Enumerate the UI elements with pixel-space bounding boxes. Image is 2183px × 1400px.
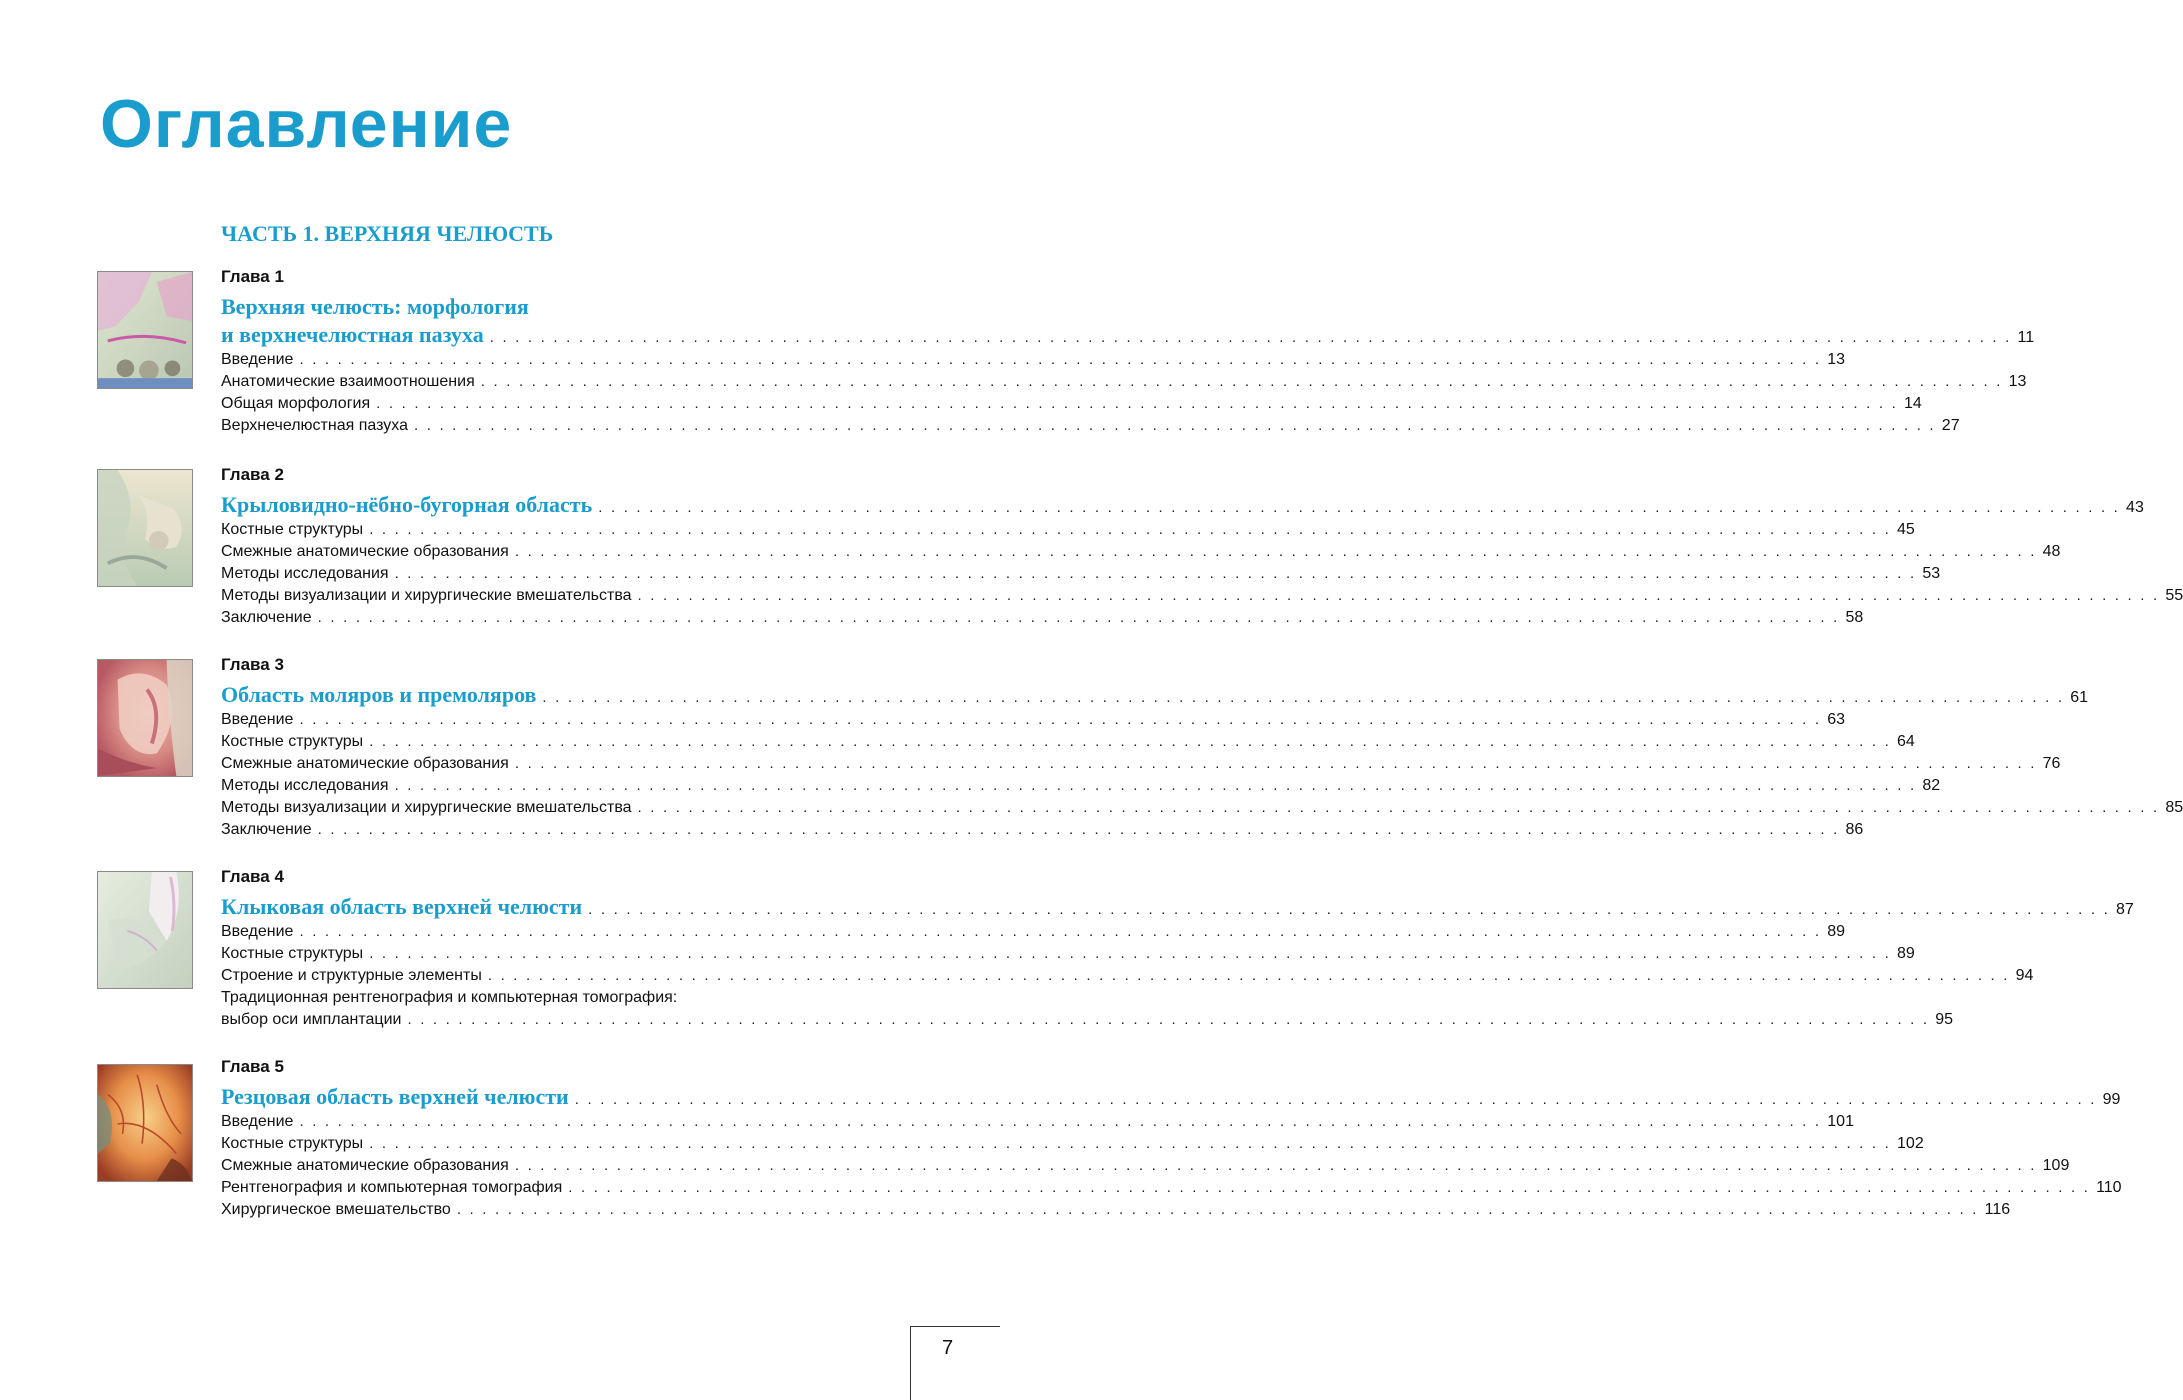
toc-entry-label: Анатомические взаимоотношения: [221, 373, 475, 390]
toc-entry[interactable]: [221, 753, 2061, 775]
chapter-title-entry[interactable]: [221, 321, 2035, 349]
toc-entry-label: Строение и структурные элементы: [221, 967, 482, 984]
page-ref: 76: [2042, 755, 2061, 772]
chapter-title-line[interactable]: Верхняя челюсть: морфология: [221, 294, 529, 319]
chapter-3-contents: [221, 654, 2183, 841]
toc-entry[interactable]: [221, 819, 1864, 841]
chapter-3-thumbnail: [97, 659, 193, 777]
toc-entry-label: выбор оси имплантации: [221, 1011, 402, 1028]
toc-entry[interactable]: [221, 731, 1915, 753]
toc-entry[interactable]: [221, 393, 1922, 415]
page-ref: 89: [1897, 945, 1915, 962]
page-number-box: [910, 1326, 1000, 1400]
page-ref: 109: [2042, 1157, 2070, 1174]
dot-leader: . . . . . . . . . . . . . . . . . . . . . . . . . . . . . . . . . . . . . . . . . . . . . . . . . . . . . . . . . . . . . . . . . . . . . . . . . . . . . . . . . . . . . . . . . . . . . . . . . . . . . . . . . . . . . . . . . . . . . . . .: [487, 967, 2010, 984]
toc-entry-label: Костные структуры: [221, 521, 364, 538]
dot-leader: . . . . . . . . . . . . . . . . . . . . . . . . . . . . . . . . . . . . . . . . . . . . . . . . . . . . . . . . . . . . . . . . . . . . . . . . . . . . . . . . . . . . . . . . . . . . . . . . . . . . . . . . . . . . . . . . . . . . . . . .: [317, 821, 1840, 838]
chapter-title[interactable]: Клыковая область верхней челюсти: [221, 894, 583, 919]
toc-entry[interactable]: [221, 1199, 2011, 1221]
toc-entry-label: Общая морфология: [221, 395, 371, 412]
toc-entry[interactable]: [221, 943, 1915, 965]
page-ref: 11: [2017, 329, 2035, 346]
dot-leader: . . . . . . . . . . . . . . . . . . . . . . . . . . . . . . . . . . . . . . . . . . . . . . . . . . . . . . . . . . . . . . . . . . . . . . . . . . . . . . . . . . . . . . . . . . . . . . . . . . . . . . . . . . . . . . . . . . . . . . . .: [637, 587, 2160, 604]
page-ref: 85: [2165, 799, 2183, 816]
dot-leader: . . . . . . . . . . . . . . . . . . . . . . . . . . . . . . . . . . . . . . . . . . . . . . . . . . . . . . . . . . . . . . . . . . . . . . . . . . . . . . . . . . . . . . . . . . . . . . . . . . . . . . . . . . . . . . . . . . . . . . . .: [598, 499, 2121, 516]
page-ref: 43: [2126, 499, 2144, 516]
toc-entry-label: Костные структуры: [221, 945, 364, 962]
chapter-title-entry[interactable]: [221, 893, 2134, 921]
dot-leader: . . . . . . . . . . . . . . . . . . . . . . . . . . . . . . . . . . . . . . . . . . . . . . . . . . . . . . . . . . . . . . . . . . . . . . . . . . . . . . . . . . . . . . . . . . . . . . . . . . . . . . . . . . . . . . . . . . . . . . . .: [456, 1201, 1979, 1218]
toc-entry-label: Введение: [221, 1113, 294, 1130]
part-title: ЧАСТЬ 1. ВЕРХНЯЯ ЧЕЛЮСТЬ: [221, 221, 554, 246]
dot-leader: . . . . . . . . . . . . . . . . . . . . . . . . . . . . . . . . . . . . . . . . . . . . . . . . . . . . . . . . . . . . . . . . . . . . . . . . . . . . . . . . . . . . . . . . . . . . . . . . . . . . . . . . . . . . . . . . . . . . . . . .: [514, 755, 2037, 772]
toc-entry-label: Костные структуры: [221, 733, 364, 750]
dot-leader: . . . . . . . . . . . . . . . . . . . . . . . . . . . . . . . . . . . . . . . . . . . . . . . . . . . . . . . . . . . . . . . . . . . . . . . . . . . . . . . . . . . . . . . . . . . . . . . . . . . . . . . . . . . . . . . . . . . . . . . .: [637, 799, 2160, 816]
toc-entry[interactable]: [221, 797, 2183, 819]
dot-leader: . . . . . . . . . . . . . . . . . . . . . . . . . . . . . . . . . . . . . . . . . . . . . . . . . . . . . . . . . . . . . . . . . . . . . . . . . . . . . . . . . . . . . . . . . . . . . . . . . . . . . . . . . . . . . . . . . . . . . . . .: [369, 733, 1892, 750]
toc-entry-label: Методы визуализации и хирургические вмешательства: [221, 799, 632, 816]
dot-leader: . . . . . . . . . . . . . . . . . . . . . . . . . . . . . . . . . . . . . . . . . . . . . . . . . . . . . . . . . . . . . . . . . . . . . . . . . . . . . . . . . . . . . . . . . . . . . . . . . . . . . . . . . . . . . . . . . . . . . . . .: [299, 923, 1822, 940]
page-ref: 53: [1922, 565, 1941, 582]
page-ref: 94: [2015, 967, 2034, 984]
dot-leader: . . . . . . . . . . . . . . . . . . . . . . . . . . . . . . . . . . . . . . . . . . . . . . . . . . . . . . . . . . . . . . . . . . . . . . . . . . . . . . . . . . . . . . . . . . . . . . . . . . . . . . . . . . . . . . . . . . . . . . . .: [299, 351, 1822, 368]
dot-leader: . . . . . . . . . . . . . . . . . . . . . . . . . . . . . . . . . . . . . . . . . . . . . . . . . . . . . . . . . . . . . . . . . . . . . . . . . . . . . . . . . . . . . . . . . . . . . . . . . . . . . . . . . . . . . . . . . . . . . . . .: [407, 1011, 1930, 1028]
page-title: Оглавление: [100, 86, 513, 162]
dot-leader: . . . . . . . . . . . . . . . . . . . . . . . . . . . . . . . . . . . . . . . . . . . . . . . . . . . . . . . . . . . . . . . . . . . . . . . . . . . . . . . . . . . . . . . . . . . . . . . . . . . . . . . . . . . . . . . . . . . . . . . .: [394, 777, 1917, 794]
chapter-2-contents: [221, 464, 2183, 629]
page-ref: 95: [1935, 1011, 1954, 1028]
dot-leader: . . . . . . . . . . . . . . . . . . . . . . . . . . . . . . . . . . . . . . . . . . . . . . . . . . . . . . . . . . . . . . . . . . . . . . . . . . . . . . . . . . . . . . . . . . . . . . . . . . . . . . . . . . . . . . . . . . . . . . . .: [369, 945, 1892, 962]
page-ref: 27: [1941, 417, 1960, 434]
dot-leader: . . . . . . . . . . . . . . . . . . . . . . . . . . . . . . . . . . . . . . . . . . . . . . . . . . . . . . . . . . . . . . . . . . . . . . . . . . . . . . . . . . . . . . . . . . . . . . . . . . . . . . . . . . . . . . . . . . . . . . . .: [568, 1179, 2091, 1196]
toc-entry-label: Введение: [221, 923, 294, 940]
page-ref: 45: [1897, 521, 1915, 538]
chapter-2-thumbnail: [97, 469, 193, 587]
toc-entry-label: Хирургическое вмешательство: [221, 1201, 451, 1218]
toc-entry[interactable]: [221, 563, 1941, 585]
toc-entry-label: Костные структуры: [221, 1135, 364, 1152]
toc-entry[interactable]: [221, 415, 1960, 437]
toc-entry-label: Верхнечелюстная пазуха: [221, 417, 408, 434]
page-ref: 13: [1827, 351, 1846, 368]
dot-leader: . . . . . . . . . . . . . . . . . . . . . . . . . . . . . . . . . . . . . . . . . . . . . . . . . . . . . . . . . . . . . . . . . . . . . . . . . . . . . . . . . . . . . . . . . . . . . . . . . . . . . . . . . . . . . . . . . . . . . . . .: [317, 609, 1840, 626]
toc-entry[interactable]: [221, 1133, 1924, 1155]
page-ref: 101: [1827, 1113, 1854, 1130]
toc-entry[interactable]: [221, 921, 1846, 943]
chapter-title[interactable]: и верхнечелюстная пазуха: [221, 322, 484, 347]
toc-entry[interactable]: [221, 541, 2061, 563]
page-ref: 102: [1897, 1135, 1924, 1152]
page-ref: 48: [2042, 543, 2061, 560]
toc-entry[interactable]: [221, 1111, 1854, 1133]
dot-leader: . . . . . . . . . . . . . . . . . . . . . . . . . . . . . . . . . . . . . . . . . . . . . . . . . . . . . . . . . . . . . . . . . . . . . . . . . . . . . . . . . . . . . . . . . . . . . . . . . . . . . . . . . . . . . . . . . . . . . . . .: [376, 395, 1898, 412]
chapter-label: Глава 4: [221, 867, 284, 886]
chapter-title[interactable]: Крыловидно-нёбно-бугорная область: [221, 492, 593, 517]
chapter-title-entry[interactable]: [221, 491, 2144, 519]
page-ref: 14: [1903, 395, 1922, 412]
toc-entry[interactable]: [221, 709, 1846, 731]
dot-leader: . . . . . . . . . . . . . . . . . . . . . . . . . . . . . . . . . . . . . . . . . . . . . . . . . . . . . . . . . . . . . . . . . . . . . . . . . . . . . . . . . . . . . . . . . . . . . . . . . . . . . . . . . . . . . . . . . . . . . . . .: [480, 373, 2003, 390]
dot-leader: . . . . . . . . . . . . . . . . . . . . . . . . . . . . . . . . . . . . . . . . . . . . . . . . . . . . . . . . . . . . . . . . . . . . . . . . . . . . . . . . . . . . . . . . . . . . . . . . . . . . . . . . . . . . . . . . . . . . . . . .: [514, 543, 2037, 560]
toc-entry[interactable]: [221, 1155, 2070, 1177]
toc-entry-label: Введение: [221, 351, 294, 368]
page-ref: 87: [2116, 901, 2134, 918]
dot-leader: . . . . . . . . . . . . . . . . . . . . . . . . . . . . . . . . . . . . . . . . . . . . . . . . . . . . . . . . . . . . . . . . . . . . . . . . . . . . . . . . . . . . . . . . . . . . . . . . . . . . . . . . . . . . . . . . . . . . . . . .: [299, 711, 1822, 728]
dot-leader: . . . . . . . . . . . . . . . . . . . . . . . . . . . . . . . . . . . . . . . . . . . . . . . . . . . . . . . . . . . . . . . . . . . . . . . . . . . . . . . . . . . . . . . . . . . . . . . . . . . . . . . . . . . . . . . . . . . . . . . .: [542, 689, 2065, 706]
chapter-5-thumbnail: [97, 1064, 193, 1182]
dot-leader: . . . . . . . . . . . . . . . . . . . . . . . . . . . . . . . . . . . . . . . . . . . . . . . . . . . . . . . . . . . . . . . . . . . . . . . . . . . . . . . . . . . . . . . . . . . . . . . . . . . . . . . . . . . . . . . . . . . . . . . .: [489, 329, 2012, 346]
chapter-title-entry[interactable]: [221, 681, 2089, 709]
chapter-1-thumbnail: [97, 271, 193, 389]
dot-leader: . . . . . . . . . . . . . . . . . . . . . . . . . . . . . . . . . . . . . . . . . . . . . . . . . . . . . . . . . . . . . . . . . . . . . . . . . . . . . . . . . . . . . . . . . . . . . . . . . . . . . . . . . . . . . . . . . . . . . . . .: [394, 565, 1917, 582]
chapter-title[interactable]: Область моляров и премоляров: [221, 682, 537, 707]
page-ref: 99: [2102, 1091, 2121, 1108]
page-number: 7: [942, 1337, 954, 1359]
dot-leader: . . . . . . . . . . . . . . . . . . . . . . . . . . . . . . . . . . . . . . . . . . . . . . . . . . . . . . . . . . . . . . . . . . . . . . . . . . . . . . . . . . . . . . . . . . . . . . . . . . . . . . . . . . . . . . . . . . . . . . . .: [574, 1091, 2097, 1108]
page-ref: 86: [1845, 821, 1864, 838]
page-ref: 89: [1827, 923, 1846, 940]
page-ref: 63: [1827, 711, 1846, 728]
dot-leader: . . . . . . . . . . . . . . . . . . . . . . . . . . . . . . . . . . . . . . . . . . . . . . . . . . . . . . . . . . . . . . . . . . . . . . . . . . . . . . . . . . . . . . . . . . . . . . . . . . . . . . . . . . . . . . . . . . . . . . . .: [514, 1157, 2037, 1174]
page-ref: 110: [2096, 1179, 2122, 1196]
toc-entry[interactable]: [221, 349, 1846, 371]
chapter-title-entry[interactable]: [221, 1083, 2121, 1111]
chapter-5-contents: [221, 1056, 2122, 1221]
page-ref: 58: [1845, 609, 1864, 626]
page-ref: 64: [1897, 733, 1915, 750]
toc-entry[interactable]: [221, 965, 2034, 987]
toc-entry[interactable]: [221, 607, 1864, 629]
toc-entry-label: Смежные анатомические образования: [221, 755, 509, 772]
page-ref: 61: [2070, 689, 2089, 706]
chapter-label: Глава 1: [221, 267, 284, 286]
dot-leader: . . . . . . . . . . . . . . . . . . . . . . . . . . . . . . . . . . . . . . . . . . . . . . . . . . . . . . . . . . . . . . . . . . . . . . . . . . . . . . . . . . . . . . . . . . . . . . . . . . . . . . . . . . . . . . . . . . . . . . . .: [588, 901, 2110, 918]
toc-entry-label: Введение: [221, 711, 294, 728]
page-ref: 55: [2165, 587, 2183, 604]
dot-leader: . . . . . . . . . . . . . . . . . . . . . . . . . . . . . . . . . . . . . . . . . . . . . . . . . . . . . . . . . . . . . . . . . . . . . . . . . . . . . . . . . . . . . . . . . . . . . . . . . . . . . . . . . . . . . . . . . . . . . . . .: [369, 521, 1892, 538]
chapter-label: Глава 2: [221, 465, 284, 484]
toc-entry[interactable]: [221, 371, 2027, 393]
dot-leader: . . . . . . . . . . . . . . . . . . . . . . . . . . . . . . . . . . . . . . . . . . . . . . . . . . . . . . . . . . . . . . . . . . . . . . . . . . . . . . . . . . . . . . . . . . . . . . . . . . . . . . . . . . . . . . . . . . . . . . . .: [299, 1113, 1822, 1130]
toc-entry-label: Заключение: [221, 609, 312, 626]
toc-entry-label: Смежные анатомические образования: [221, 1157, 509, 1174]
dot-leader: . . . . . . . . . . . . . . . . . . . . . . . . . . . . . . . . . . . . . . . . . . . . . . . . . . . . . . . . . . . . . . . . . . . . . . . . . . . . . . . . . . . . . . . . . . . . . . . . . . . . . . . . . . . . . . . . . . . . . . . .: [369, 1135, 1892, 1152]
toc-entry-label: Смежные анатомические образования: [221, 543, 509, 560]
chapter-1-contents: [221, 266, 2035, 437]
toc-entry-label: Методы исследования: [221, 565, 389, 582]
page-ref: 13: [2008, 373, 2027, 390]
chapter-4-contents: [221, 866, 2134, 1031]
toc-entry-label: Заключение: [221, 821, 312, 838]
toc-entry[interactable]: [221, 519, 1915, 541]
toc-entry[interactable]: [221, 1177, 2122, 1199]
chapter-label: Глава 5: [221, 1057, 284, 1076]
page-ref: 116: [1984, 1201, 2011, 1218]
toc-entry[interactable]: [221, 585, 2183, 607]
toc-entry-label: Методы визуализации и хирургические вмешательства: [221, 587, 632, 604]
toc-entry-continued[interactable]: Традиционная рентгенография и компьютерная томография:: [221, 989, 678, 1006]
toc-entry[interactable]: [221, 1009, 1954, 1031]
chapter-title[interactable]: Резцовая область верхней челюсти: [221, 1084, 569, 1109]
toc-entry-label: Методы исследования: [221, 777, 389, 794]
dot-leader: . . . . . . . . . . . . . . . . . . . . . . . . . . . . . . . . . . . . . . . . . . . . . . . . . . . . . . . . . . . . . . . . . . . . . . . . . . . . . . . . . . . . . . . . . . . . . . . . . . . . . . . . . . . . . . . . . . . . . . . .: [413, 417, 1936, 434]
toc-entry[interactable]: [221, 775, 1941, 797]
chapter-label: Глава 3: [221, 655, 284, 674]
chapter-4-thumbnail: [97, 871, 193, 989]
page-ref: 82: [1922, 777, 1941, 794]
toc-entry-label: Рентгенография и компьютерная томография: [221, 1179, 563, 1196]
